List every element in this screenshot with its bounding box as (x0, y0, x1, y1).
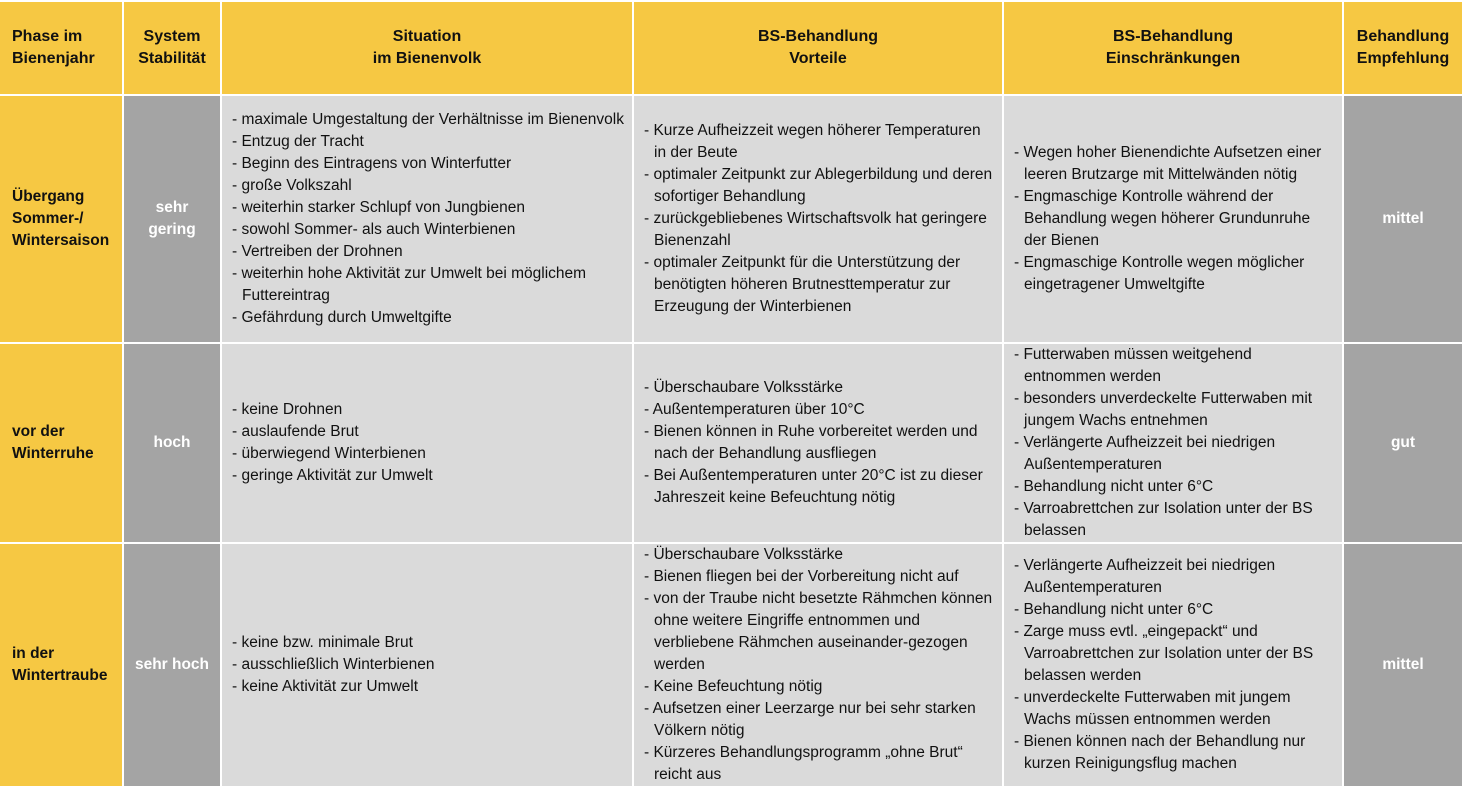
list-item: - Bei Außentemperaturen unter 20°C ist zu dieser Jahreszeit keine Befeuchtung nötig (644, 467, 983, 506)
list-item: - überwiegend Winterbienen (232, 445, 426, 462)
header-limitations: BS-Behandlung Einschränkungen (1004, 2, 1342, 94)
advantages-cell (634, 544, 1002, 786)
list-item: - Beginn des Eintragens von Winterfutter (232, 155, 512, 172)
list-item: - weiterhin starker Schlupf von Jungbienen (232, 199, 525, 216)
list-item: - Vertreiben der Drohnen (232, 243, 403, 260)
phase-cell: vor der Winterruhe (0, 344, 122, 542)
list-item: - besonders unverdeckelte Futterwaben mit jungem Wachs entnehmen (1014, 390, 1313, 429)
list-item: - Gefährdung durch Umweltgifte (232, 309, 452, 326)
list-item: - große Volkszahl (232, 177, 352, 194)
situation-cell (222, 544, 632, 786)
advantages-cell (634, 344, 1002, 542)
list-item: - Engmaschige Kontrolle wegen möglicher eingetragener Umweltgifte (1014, 254, 1305, 293)
limitations-cell-list (1014, 344, 1334, 542)
recommendation-cell: gut (1344, 344, 1462, 542)
list-item: - von der Traube nicht besetzte Rähmchen können ohne weitere Eingriffe entnommen und verbliebene Rähmchen auseinander-gezogen werden (644, 590, 993, 673)
list-item: - keine Aktivität zur Umwelt (232, 678, 419, 695)
header-phase: Phase im Bienenjahr (0, 2, 122, 94)
list-item: - Keine Befeuchtung nötig (644, 678, 823, 695)
limitations-cell-list (1014, 555, 1334, 775)
phase-cell: Übergang Sommer-/ Wintersaison (0, 96, 122, 342)
situation-cell (222, 344, 632, 542)
list-item: - Aufsetzen einer Leerzarge nur bei sehr starken Völkern nötig (644, 700, 976, 739)
list-item: - Behandlung nicht unter 6°C (1014, 601, 1214, 618)
advantages-cell-list (644, 377, 994, 509)
list-item: - zurückgebliebenes Wirtschaftsvolk hat geringere Bienenzahl (644, 210, 987, 249)
stability-cell: hoch (124, 344, 220, 542)
list-item: - weiterhin hohe Aktivität zur Umwelt bei möglichem Futtereintrag (232, 265, 587, 304)
list-item: - Futterwaben müssen weitgehend entnommen werden (1014, 346, 1252, 385)
list-item: - keine Drohnen (232, 401, 343, 418)
table-row (0, 96, 1462, 342)
header-stability: System Stabilität (124, 2, 220, 94)
table-row (0, 344, 1462, 542)
list-item: - Überschaubare Volksstärke (644, 379, 844, 396)
limitations-cell-list (1014, 142, 1334, 296)
list-item: - Bienen können in Ruhe vorbereitet werden und nach der Behandlung ausfliegen (644, 423, 978, 462)
advantages-cell (634, 96, 1002, 342)
list-item: - Bienen können nach der Behandlung nur kurzen Reinigungsflug machen (1014, 733, 1306, 772)
situation-cell-list (232, 399, 624, 487)
list-item: - optimaler Zeitpunkt zur Ablegerbildung und deren sofortiger Behandlung (644, 166, 993, 205)
list-item: - keine bzw. minimale Brut (232, 634, 413, 651)
advantages-cell-list (644, 120, 994, 318)
list-item: - Verlängerte Aufheizzeit bei niedrigen Außentemperaturen (1014, 434, 1276, 473)
header-advantages: BS-Behandlung Vorteile (634, 2, 1002, 94)
list-item: - Behandlung nicht unter 6°C (1014, 478, 1214, 495)
list-item: - Kurze Aufheizzeit wegen höherer Temperaturen in der Beute (644, 122, 981, 161)
list-item: - geringe Aktivität zur Umwelt (232, 467, 433, 484)
list-item: - Überschaubare Volksstärke (644, 546, 844, 563)
header-situation: Situation im Bienenvolk (222, 2, 632, 94)
list-item: - sowohl Sommer- als auch Winterbienen (232, 221, 516, 238)
situation-cell (222, 96, 632, 342)
phase-cell: in der Wintertraube (0, 544, 122, 786)
list-item: - ausschließlich Winterbienen (232, 656, 435, 673)
list-item: - Entzug der Tracht (232, 133, 364, 150)
list-item: - maximale Umgestaltung der Verhältnisse im Bienenvolk (232, 111, 624, 128)
recommendation-cell: mittel (1344, 544, 1462, 786)
advantages-cell-list (644, 544, 994, 786)
limitations-cell (1004, 544, 1342, 786)
list-item: - optimaler Zeitpunkt für die Unterstützung der benötigten höheren Brutnesttemperatur zur Erzeugung der Winterbienen (644, 254, 961, 315)
limitations-cell (1004, 344, 1342, 542)
list-item: - auslaufende Brut (232, 423, 359, 440)
header-row (0, 2, 1462, 94)
header-recommendation: Behandlung Empfehlung (1344, 2, 1462, 94)
stability-cell: sehr gering (124, 96, 220, 342)
list-item: - Wegen hoher Bienendichte Aufsetzen einer leeren Brutzarge mit Mittelwänden nötig (1014, 144, 1322, 183)
list-item: - Verlängerte Aufheizzeit bei niedrigen Außentemperaturen (1014, 557, 1276, 596)
list-item: - Kürzeres Behandlungsprogramm „ohne Brut“ reicht aus (644, 744, 963, 783)
table-row (0, 544, 1462, 786)
situation-cell-list (232, 109, 624, 329)
list-item: - Außentemperaturen über 10°C (644, 401, 865, 418)
recommendation-cell: mittel (1344, 96, 1462, 342)
list-item: - unverdeckelte Futterwaben mit jungem Wachs müssen entnommen werden (1014, 689, 1291, 728)
list-item: - Zarge muss evtl. „eingepackt“ und Varroabrettchen zur Isolation unter der BS belassen werden (1014, 623, 1314, 684)
stability-cell: sehr hoch (124, 544, 220, 786)
list-item: - Engmaschige Kontrolle während der Behandlung wegen höherer Grundunruhe der Bienen (1014, 188, 1311, 249)
situation-cell-list (232, 632, 624, 698)
list-item: - Bienen fliegen bei der Vorbereitung nicht auf (644, 568, 959, 585)
limitations-cell (1004, 96, 1342, 342)
list-item: - Varroabrettchen zur Isolation unter der BS belassen (1014, 500, 1313, 539)
